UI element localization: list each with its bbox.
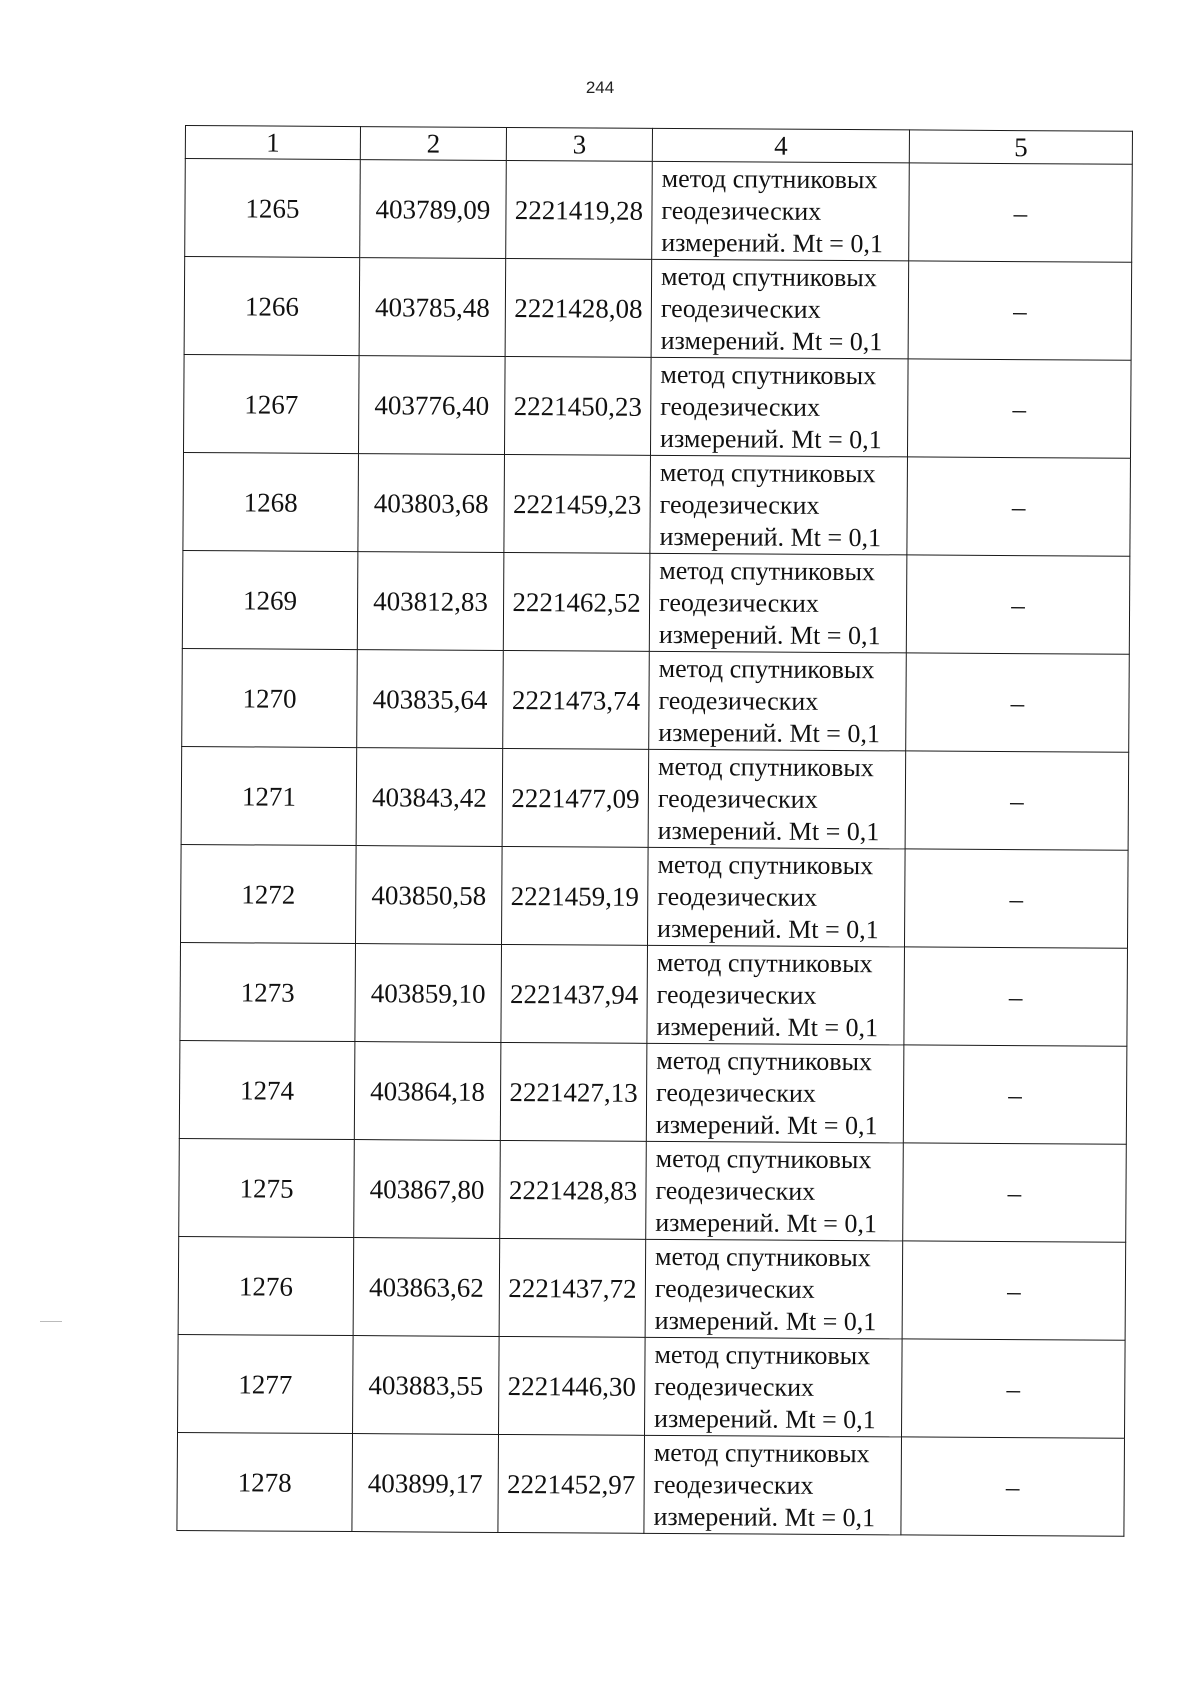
x-coordinate-cell: 403899,17 <box>352 1434 499 1533</box>
method-cell <box>650 357 908 457</box>
table-row <box>181 844 1129 948</box>
method-line: измерений. Mt = 0,1 <box>657 815 880 846</box>
column-header-2: 2 <box>360 127 506 161</box>
method-line: измерений. Mt = 0,1 <box>653 1501 876 1532</box>
note-cell: – <box>905 751 1129 850</box>
x-coordinate-cell: 403864,18 <box>354 1042 501 1141</box>
method-line: геодезических <box>659 489 820 520</box>
table-row <box>183 452 1131 556</box>
x-coordinate-cell: 403776,40 <box>358 356 505 455</box>
method-line: измерений. Mt = 0,1 <box>660 423 882 454</box>
method-line: геодезических <box>654 1273 815 1304</box>
note-cell: – <box>903 1143 1127 1242</box>
method-line: измерений. Mt = 0,1 <box>658 717 880 748</box>
note-cell: – <box>907 457 1131 556</box>
note-cell: – <box>901 1339 1125 1438</box>
method-line: измерений. Mt = 0,1 <box>660 325 883 356</box>
x-coordinate-cell: 403843,42 <box>356 748 503 847</box>
method-cell <box>645 1239 903 1339</box>
note-cell: – <box>904 849 1128 948</box>
point-number-cell: 1278 <box>177 1432 353 1531</box>
method-line: метод спутниковых <box>660 359 877 390</box>
scan-artifact <box>40 1321 62 1322</box>
note-cell: – <box>904 947 1128 1046</box>
method-cell <box>649 651 907 751</box>
method-line: геодезических <box>653 1469 814 1500</box>
method-line: измерений. Mt = 0,1 <box>659 521 882 552</box>
point-number-cell: 1276 <box>178 1236 354 1335</box>
table-row <box>179 1040 1127 1144</box>
page-number: 244 <box>585 78 615 97</box>
method-cell <box>648 749 906 849</box>
method-cell <box>647 945 905 1045</box>
point-number-cell: 1272 <box>181 844 357 943</box>
method-line: измерений. Mt = 0,1 <box>655 1207 878 1238</box>
method-line: измерений. Mt = 0,1 <box>657 913 879 944</box>
table-row <box>183 354 1131 458</box>
table-row <box>177 1432 1125 1536</box>
x-coordinate-cell: 403789,09 <box>360 160 507 259</box>
x-coordinate-cell: 403867,80 <box>354 1140 501 1239</box>
method-line: геодезических <box>657 783 818 814</box>
method-line: измерений. Mt = 0,1 <box>654 1305 877 1336</box>
method-line: метод спутниковых <box>655 1241 871 1272</box>
method-line: измерений. Mt = 0,1 <box>654 1403 876 1434</box>
method-cell <box>649 553 907 653</box>
y-coordinate-cell: 2221437,94 <box>501 944 648 1043</box>
table-row <box>182 648 1130 752</box>
method-line: геодезических <box>654 1371 815 1402</box>
table-row <box>179 1138 1127 1242</box>
y-coordinate-cell: 2221462,52 <box>503 552 650 651</box>
note-cell: – <box>908 261 1132 360</box>
method-cell <box>646 1141 904 1241</box>
point-number-cell: 1266 <box>184 257 360 356</box>
method-line: метод спутниковых <box>656 947 873 978</box>
x-coordinate-cell: 403803,68 <box>358 454 505 553</box>
point-number-cell: 1269 <box>182 550 358 649</box>
method-line: измерений. Mt = 0,1 <box>658 619 881 650</box>
method-line: метод спутниковых <box>659 457 876 488</box>
column-header-1: 1 <box>185 126 360 160</box>
method-cell <box>651 259 909 359</box>
method-line: геодезических <box>661 195 822 226</box>
x-coordinate-cell: 403859,10 <box>355 944 502 1043</box>
note-cell: – <box>903 1045 1127 1144</box>
table-row <box>184 257 1132 361</box>
method-line: метод спутниковых <box>658 653 875 684</box>
method-line: метод спутниковых <box>654 1339 871 1370</box>
method-cell <box>646 1043 904 1143</box>
x-coordinate-cell: 403883,55 <box>353 1336 500 1435</box>
method-line: геодезических <box>660 293 821 324</box>
method-line: геодезических <box>656 1077 816 1108</box>
column-header-3: 3 <box>506 127 652 161</box>
method-line: метод спутниковых <box>655 1143 872 1174</box>
point-number-cell: 1265 <box>185 159 361 258</box>
method-line: метод спутниковых <box>658 751 874 782</box>
column-header-5: 5 <box>909 130 1132 164</box>
method-line: метод спутниковых <box>660 261 877 292</box>
method-line: геодезических <box>656 979 817 1010</box>
table-body <box>177 159 1132 1537</box>
y-coordinate-cell: 2221446,30 <box>499 1336 646 1435</box>
x-coordinate-cell: 403863,62 <box>353 1238 500 1337</box>
coordinates-table <box>176 125 1133 1537</box>
point-number-cell: 1277 <box>178 1334 354 1433</box>
y-coordinate-cell: 2221428,08 <box>505 258 652 357</box>
table-row <box>178 1334 1126 1438</box>
y-coordinate-cell: 2221437,72 <box>499 1238 646 1337</box>
note-cell: – <box>909 163 1133 262</box>
method-line: геодезических <box>660 391 821 422</box>
method-cell <box>644 1435 902 1535</box>
method-line: геодезических <box>658 685 819 716</box>
table-row <box>178 1236 1126 1340</box>
note-cell: – <box>902 1241 1126 1340</box>
y-coordinate-cell: 2221427,13 <box>500 1042 647 1141</box>
method-line: измерений. Mt = 0,1 <box>656 1011 879 1042</box>
y-coordinate-cell: 2221459,19 <box>502 846 649 945</box>
note-cell: – <box>901 1437 1125 1536</box>
table-row <box>180 942 1128 1046</box>
y-coordinate-cell: 2221477,09 <box>502 748 649 847</box>
point-number-cell: 1275 <box>179 1138 355 1237</box>
method-line: геодезических <box>659 587 819 618</box>
method-cell <box>645 1337 903 1437</box>
method-line: измерений. Mt = 0,1 <box>661 227 883 258</box>
y-coordinate-cell: 2221450,23 <box>504 356 651 455</box>
method-cell <box>647 847 905 947</box>
table-row <box>182 550 1130 654</box>
column-header-4: 4 <box>652 128 909 163</box>
x-coordinate-cell: 403835,64 <box>357 650 504 749</box>
method-cell <box>652 161 910 261</box>
y-coordinate-cell: 2221428,83 <box>500 1140 647 1239</box>
y-coordinate-cell: 2221473,74 <box>503 650 650 749</box>
method-line: геодезических <box>655 1175 816 1206</box>
note-cell: – <box>906 653 1130 752</box>
method-line: измерений. Mt = 0,1 <box>655 1109 878 1140</box>
note-cell: – <box>906 555 1130 654</box>
method-line: метод спутниковых <box>657 849 874 880</box>
y-coordinate-cell: 2221459,23 <box>504 454 651 553</box>
method-cell <box>650 455 908 555</box>
method-line: метод спутниковых <box>659 555 876 586</box>
method-line: геодезических <box>657 881 818 912</box>
point-number-cell: 1270 <box>182 648 358 747</box>
note-cell: – <box>907 359 1131 458</box>
point-number-cell: 1268 <box>183 452 359 551</box>
point-number-cell: 1273 <box>180 942 356 1041</box>
table-row <box>185 159 1133 263</box>
method-line: метод спутниковых <box>661 163 878 194</box>
x-coordinate-cell: 403850,58 <box>356 846 503 945</box>
table-row <box>181 746 1129 850</box>
point-number-cell: 1271 <box>181 746 357 845</box>
point-number-cell: 1274 <box>179 1040 355 1139</box>
method-line: метод спутниковых <box>656 1045 873 1076</box>
y-coordinate-cell: 2221419,28 <box>506 160 653 259</box>
x-coordinate-cell: 403812,83 <box>357 552 504 651</box>
x-coordinate-cell: 403785,48 <box>359 258 506 357</box>
method-line: метод спутниковых <box>653 1437 870 1468</box>
y-coordinate-cell: 2221452,97 <box>498 1434 645 1533</box>
point-number-cell: 1267 <box>183 354 359 453</box>
